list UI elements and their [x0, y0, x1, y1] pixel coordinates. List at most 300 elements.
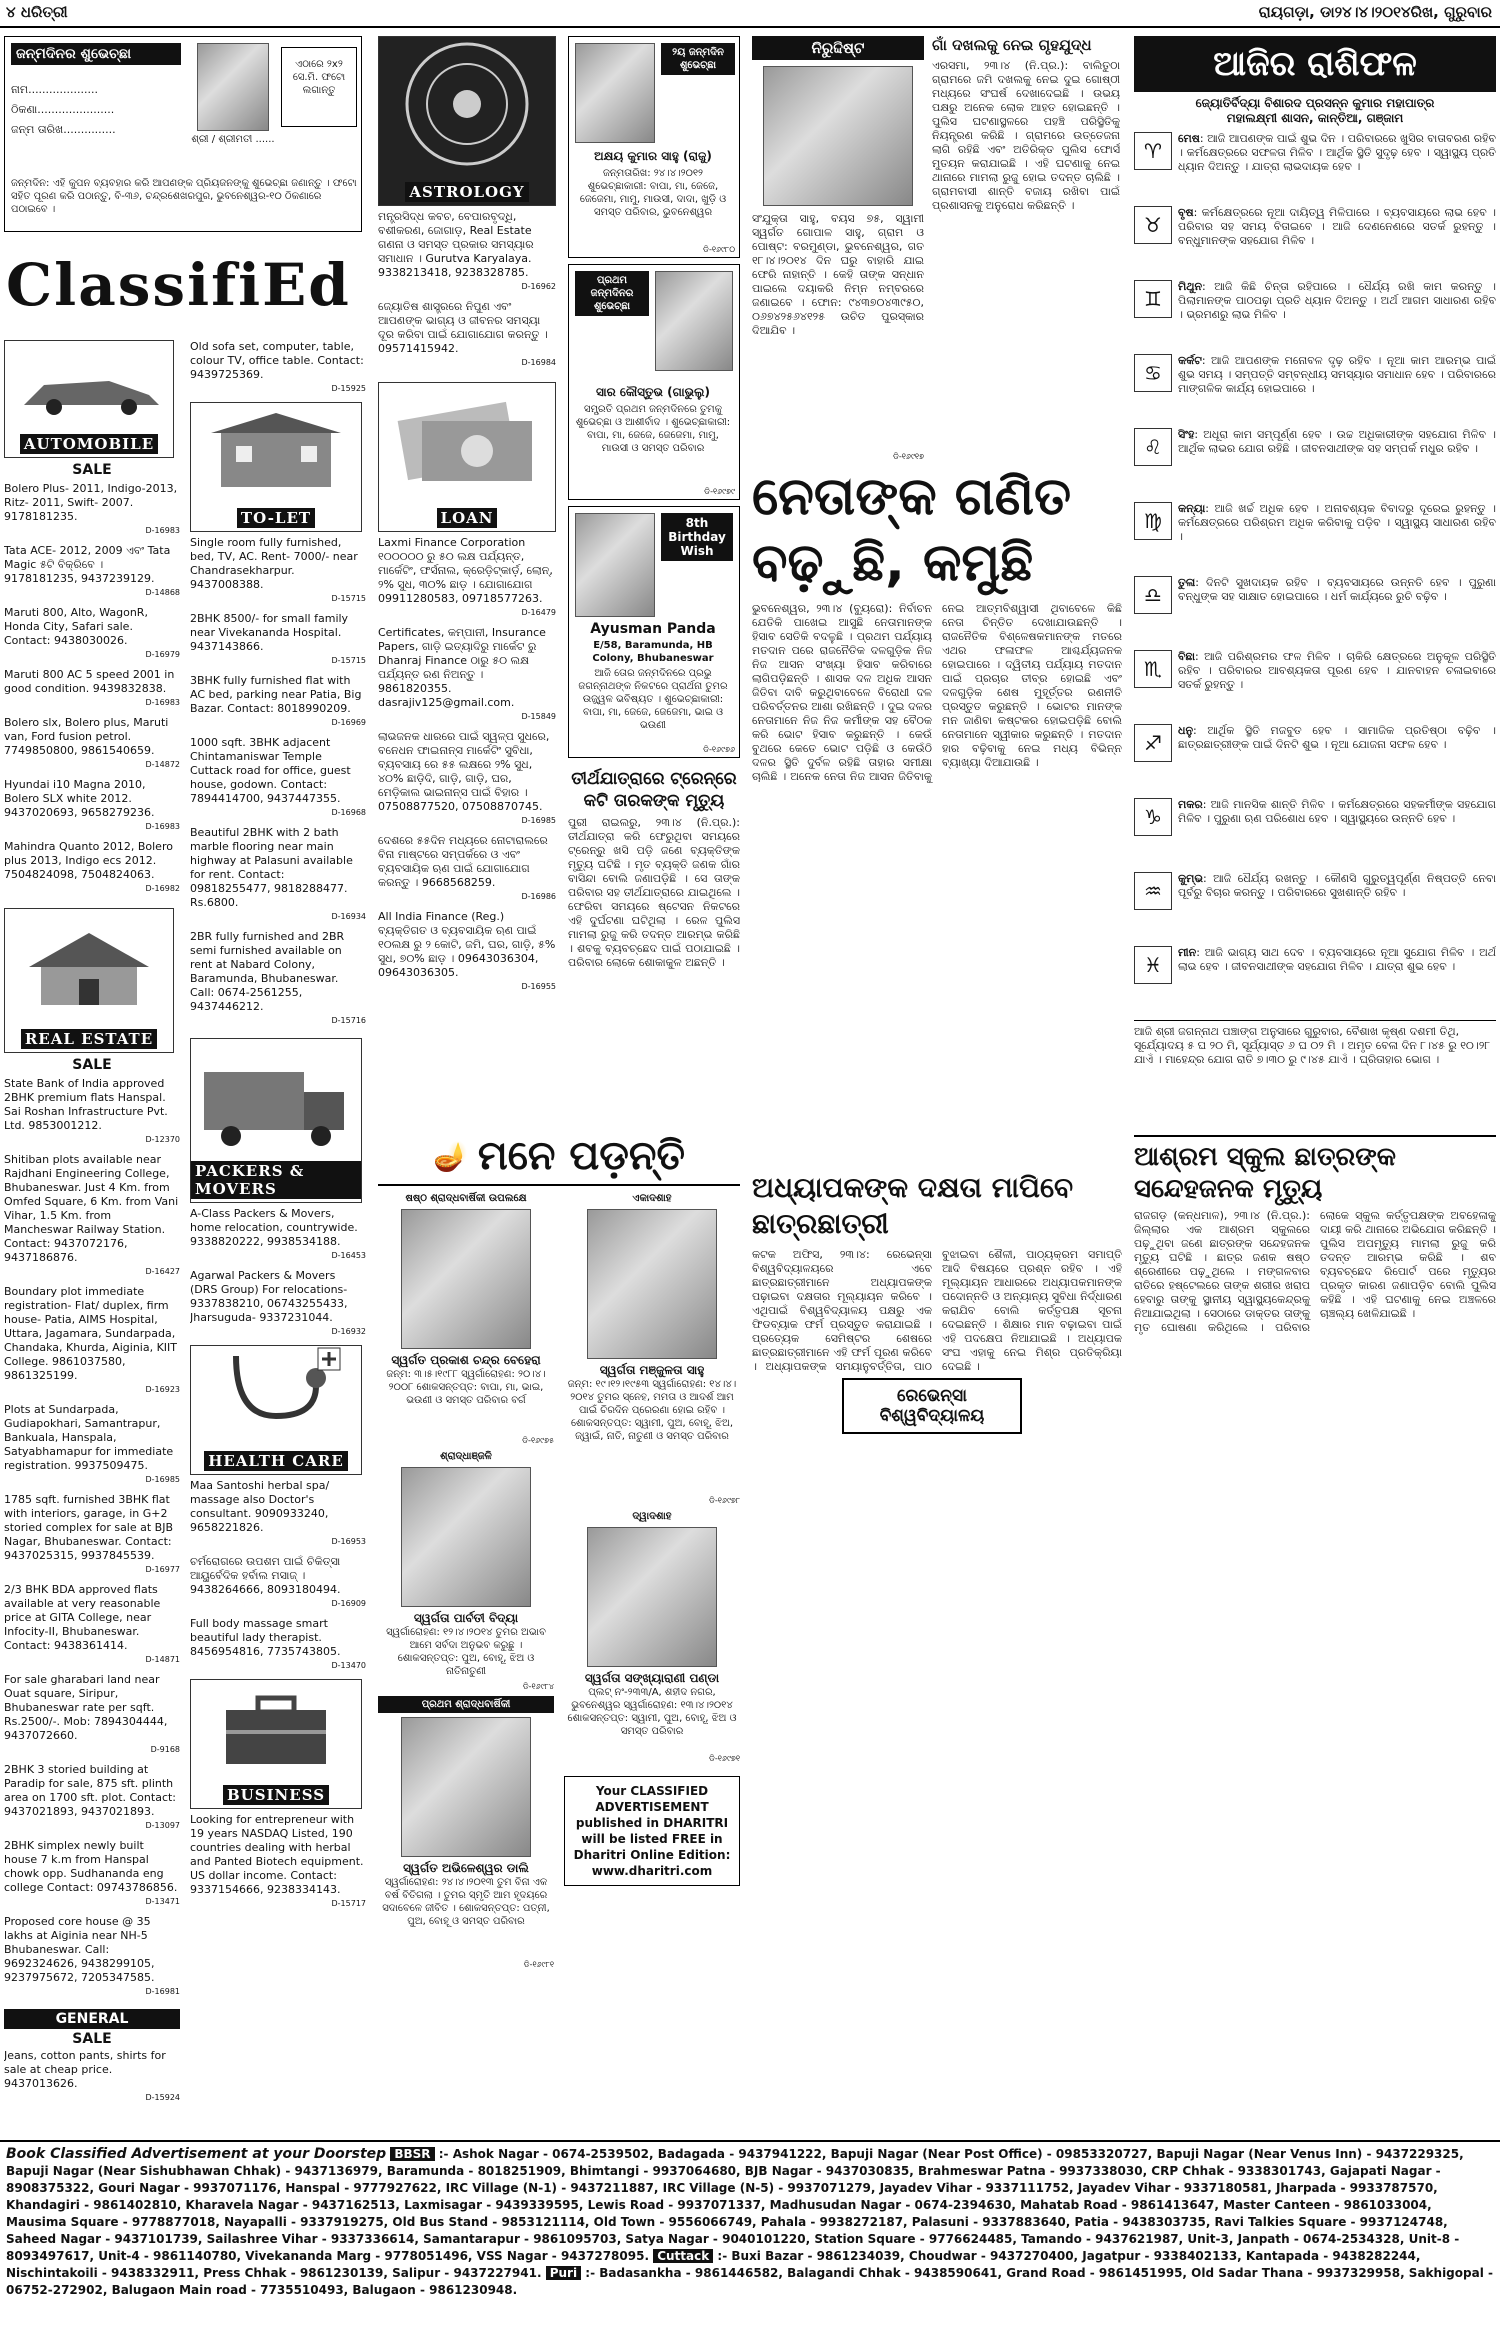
- ad-code: D-15925: [331, 384, 366, 393]
- p5-code: ଡି-୧୬୯୮୧: [523, 1960, 554, 1969]
- ad-code: D-16932: [331, 1327, 366, 1336]
- classified-ad: [4, 1673, 180, 1757]
- ravenshaw-logo: ରେଭେନ୍ସା ବିଶ୍ୱବିଦ୍ୟାଳୟ: [842, 1378, 1022, 1434]
- wish-3-title: 8th Birthday Wish: [661, 513, 733, 561]
- ad-text: A-Class Packers & Movers, home relocation, countrywide. 9338820222, 9938534188.: [190, 1207, 358, 1248]
- ad-text: Plots at Sundarpada, Gudiapokhari, Samantrapur, Bankuala, Hanspala, Satyabhamapur for immediate registration. 9937509475.: [4, 1403, 174, 1472]
- ad-code: D-16953: [331, 1537, 366, 1546]
- village-news: [932, 36, 1120, 456]
- classified-ad: [378, 834, 556, 904]
- business-label: BUSINESS: [223, 1785, 329, 1805]
- child-photo: [197, 43, 269, 131]
- health-ads: [190, 1479, 366, 1679]
- village-headline: ଗାଁ ଦଖଲକୁ ନେଇ ଗୃହଯୁଦ୍ଧ: [932, 36, 1092, 54]
- packers-ads: [190, 1207, 366, 1345]
- zodiac-sign-icon: ♏: [1134, 650, 1172, 688]
- classified-ad: [378, 626, 556, 724]
- general-sale-label: SALE: [72, 2031, 112, 2047]
- ad-code: D-16985: [521, 816, 556, 825]
- dateline: ରାୟଗଡ଼ା, ଡା୨୪।୪।୨୦୧୪ରିଖ, ଗୁରୁବାର: [1258, 3, 1492, 21]
- classified-ad: [4, 1403, 180, 1487]
- pilgrim-headline: ତୀର୍ଥଯାତ୍ରାରେ ଟ୍ରେନ୍‌ରେ କଟି ତାରକଙ୍କ ମୃତ୍ୟୁ: [571, 769, 737, 811]
- ad-text: 3BHK fully furnished flat with AC bed, parking near Patia, Big Bazar. Contact: 8018990209.: [190, 674, 362, 715]
- zodiac-name: ମିଥୁନ: [1178, 280, 1203, 293]
- leaders-headline: ନେତାଙ୍କ ଗଣିତ ବଢ଼ୁଛି, କମୁଛି: [752, 467, 1072, 593]
- horoscope-title: ଆଜିର ରାଶିଫଳ: [1134, 36, 1496, 92]
- truck-icon: [196, 1052, 356, 1152]
- zodiac-entry: [1134, 132, 1496, 202]
- ad-code: D-14868: [145, 588, 180, 597]
- health-label: HEALTH CARE: [204, 1451, 348, 1471]
- horoscope-address: ମହାଲକ୍ଷ୍ମୀ ଶାସନ, କାନ୍ତିଆ, ଗଞ୍ଜାମ: [1226, 111, 1404, 125]
- ad-code: D-16983: [145, 526, 180, 535]
- online-edition-promo: Your CLASSIFIED ADVERTISEMENT published in DHARITRI will be listed FREE in Dharitri Online Edition: www.dharitri.com: [564, 1776, 740, 1886]
- zodiac-text-block: କୁମ୍ଭ: ଆଜି ଧୈର୍ଯ୍ୟ ରଖନ୍ତୁ । କୌଣସି ଗୁରୁତ୍ୱପୂର୍ଣ୍ଣ ନିଷ୍ପତ୍ତି ନେବା ପୂର୍ବରୁ ବିଚାର କରନ୍ତୁ । ପରିବାରରେ ସୁଖଶାନ୍ତି ରହିବ ।: [1178, 872, 1496, 899]
- remembrance-col-right: [564, 1192, 740, 1970]
- ad-code: D-16981: [145, 1987, 180, 1996]
- remembrance-title: ମନେ ପଡ଼ନ୍ତି: [477, 1133, 685, 1179]
- business-ads: [190, 1813, 366, 1917]
- p1-tag: ଷଷ୍ଠ ଶ୍ରାଦ୍ଧବାର୍ଷିକୀ ଉପଲକ୍ଷେ: [405, 1193, 527, 1204]
- column-2: [190, 340, 366, 2135]
- real-estate-banner: [4, 908, 174, 1053]
- zodiac-name: ମୀନ: [1178, 946, 1197, 959]
- ad-text: Bolero Plus- 2011, Indigo-2013, Ritz- 2011, Swift- 2007. 9178181235.: [4, 482, 178, 523]
- classified-ad: [190, 674, 366, 730]
- birthday-form-title: ଜନ୍ମଦିନର ଶୁଭେଚ୍ଛା: [11, 43, 181, 65]
- ad-text: 1000 sqft. 3BHK adjacent Chintamaniswar Temple Cuttack road for office, guest house, godown. Contact: 7894414700, 9437447355.: [190, 736, 351, 805]
- real-estate-sale-label: SALE: [72, 1057, 112, 1073]
- ad-text: Certificates, କମ୍ପାନୀ, Insurance Papers, ଗାଡ଼ି ଇତ୍ୟାଦିରୁ ମାର୍କେଟ ରୁ Dhanraj Finance ଠାରୁ ୫୦ ଲକ୍ଷ ପର୍ଯ୍ୟନ୍ତ ରଣ ନିଅନ୍ତୁ । 9861820355. dasrajiv125@gmail.com.: [378, 626, 546, 709]
- p5-name: ସ୍ୱର୍ଗତ ଅଭିଳେଶ୍ୱର ଡାଲି: [403, 1861, 529, 1875]
- ad-text: ମନ୍ତ୍ରସିଦ୍ଧ କବଚ, ବେପାରବୃଦ୍ଧି, ବଶୀକରଣ, ଜୋଗାଡ଼, Real Estate ଗଣନା ଓ ସମସ୍ତ ପ୍ରକାର ସମସ୍ୟାର ସମାଧାନ । Gurutva Karyalaya. 9338213418, 9238328785.: [378, 210, 534, 279]
- zodiac-entry: [1134, 798, 1496, 868]
- ad-code: D-13471: [145, 1897, 180, 1906]
- ad-text: 2BHK simplex newly built house 7 k.m from Hanspal chowk opp. Sudhananda eng college Contact: 09743786856.: [4, 1839, 178, 1894]
- ad-code: D-13097: [145, 1821, 180, 1830]
- wish-1-name: ଅକ୍ଷୟ କୁମାର ସାହୁ (ରାଜୁ): [594, 149, 712, 163]
- zodiac-prediction: ଦିନଟି ସୁଖଦାୟକ ରହିବ । ବ୍ୟବସାୟରେ ଉନ୍ନତି ହେବ । ପୁରୁଣା ବନ୍ଧୁଙ୍କ ସହ ସାକ୍ଷାତ ହୋଇପାରେ । ଧର୍ମ କାର୍ଯ୍ୟରେ ରୁଚି ବଢ଼ିବ ।: [1178, 576, 1496, 603]
- ad-text: Full body massage smart beautiful lady therapist. 8456954816, 7735743805.: [190, 1617, 341, 1658]
- wish-3-text: ଆଜି ତୋର ଜନ୍ମଦିନରେ ପ୍ରଭୁ ଜଗନ୍ନାଥଙ୍କ ନିକଟରେ ପ୍ରାର୍ଥନା ତୁମର ଉଜ୍ଜ୍ୱଳ ଭବିଷ୍ୟତ । ଶୁଭେଚ୍ଛାକାରୀ: ବାପା, ମା, ଜେଜେ, ଜେଜେମା, ଭାଇ ଓ ଭଉଣୀ: [578, 668, 728, 731]
- ad-code: D-16983: [145, 822, 180, 831]
- ad-code: D-16984: [521, 358, 556, 367]
- classified-ad: [190, 1617, 366, 1673]
- to-let-label: TO-LET: [237, 508, 315, 528]
- wish-1-photo: [575, 43, 655, 143]
- ad-text: 1785 sqft. furnished 3BHK flat with interiors, garage, in G+2 storied complex for sale at BJB Nagar, Bhubaneswar. Contact: 9437025315, 9937845539.: [4, 1493, 174, 1562]
- general-label: GENERAL: [4, 2009, 180, 2029]
- zodiac-prediction: ଅଧୂରା କାମ ସମ୍ପୂର୍ଣ୍ଣ ହେବ । ଉଚ୍ଚ ଅଧିକାରୀଙ୍କ ସହଯୋଗ ମିଳିବ । ଆର୍ଥିକ ଲାଭର ଯୋଗ ରହିଛି । ଜୀବନସାଥୀଙ୍କ ସହ ସମ୍ପର୍କ ମଧୁର ରହିବ ।: [1178, 428, 1496, 455]
- ad-code: D-16979: [145, 650, 180, 659]
- wish-2-photo: [655, 271, 733, 371]
- zodiac-text-block: ତୁଳା: ଦିନଟି ସୁଖଦାୟକ ରହିବ । ବ୍ୟବସାୟରେ ଉନ୍ନତି ହେବ । ପୁରୁଣା ବନ୍ଧୁଙ୍କ ସହ ସାକ୍ଷାତ ହୋଇପାରେ । ଧର୍ମ କାର୍ଯ୍ୟରେ ରୁଚି ବଢ଼ିବ ।: [1178, 576, 1496, 603]
- footer-cuttack-list: :- Buxi Bazar - 9861234039, Choudwar - 9437270400, Jagatpur - 9338402133, Kantapada - 9438282244, Nischintakoili - 9438332911, Press Chhak - 9861230139, Salipur - 9437227941.: [6, 2249, 1421, 2280]
- footer-lead: Book Classified Advertisement at your Doorstep: [6, 2146, 387, 2162]
- zodiac-sign-icon: ♍: [1134, 502, 1172, 540]
- zodiac-entry: [1134, 872, 1496, 942]
- wish-3-photo: [575, 513, 655, 617]
- ad-text: Maruti 800 AC 5 speed 2001 in good condition. 9439832838.: [4, 668, 175, 695]
- wish-3-address: E/58, Baramunda, HB Colony, Bhubaneswar: [592, 640, 714, 664]
- zodiac-name: କର୍କଟ: [1178, 354, 1202, 367]
- automobile-banner: [4, 340, 174, 458]
- automobile-sale-label: SALE: [72, 462, 112, 478]
- classified-ad: [378, 730, 556, 828]
- zodiac-entry: [1134, 724, 1496, 794]
- ad-code: D-16453: [331, 1251, 366, 1260]
- ad-code: D-16427: [145, 1267, 180, 1276]
- ad-code: D-14872: [145, 760, 180, 769]
- ad-code: D-14871: [145, 1655, 180, 1664]
- wish-2-code: ଡି-୧୬୯୭୯: [704, 487, 735, 496]
- ad-text: For sale gharabari land near Ouat square, Siripur, Bhubaneswar rate per sqft. Rs.2500/-. Mob: 7894304444, 9437072660.: [4, 1673, 168, 1742]
- ad-code: D-16985: [145, 1475, 180, 1484]
- classified-ad: [4, 1493, 180, 1577]
- classified-ad: [378, 300, 556, 370]
- ad-text: Shitiban plots available near Rajdhani Engineering College, Bhubaneswar. Just 4 Km. from Omfed Square, 6 Km. from Vani Vihar, 1.5 Km. from Mancheswar Railway Station. Contact: 9437072176, 9437186876.: [4, 1153, 179, 1264]
- ad-code: D-16982: [145, 884, 180, 893]
- zodiac-sign-icon: ♐: [1134, 724, 1172, 762]
- missing-title: ନିରୁଦ୍ଦିଷ୍ଟ: [752, 36, 924, 60]
- ad-code: D-9168: [150, 1745, 180, 1754]
- ad-text: Beautiful 2BHK with 2 bath marble flooring near main highway at Palasuni available for rent. Contact: 09818255477, 9818288477. Rs.6800.: [190, 826, 353, 909]
- ad-text: State Bank of India approved 2BHK premium flats Hanspal. Sai Roshan Infrastructure Pvt. Ltd. 9853001212.: [4, 1077, 168, 1132]
- briefcase-icon: [206, 1680, 346, 1770]
- p4-photo: [587, 1527, 717, 1667]
- ad-code: D-13470: [331, 1661, 366, 1670]
- ad-text: Agarwal Packers & Movers (DRS Group) For relocations- 9337838210, 06743255433, Jharsuguda- 9337231044.: [190, 1269, 348, 1324]
- ad-code: D-15924: [145, 2093, 180, 2102]
- zodiac-name: ମେଷ: [1178, 132, 1200, 145]
- zodiac-prediction: ଆଜି ଧୈର୍ଯ୍ୟ ରଖନ୍ତୁ । କୌଣସି ଗୁରୁତ୍ୱପୂର୍ଣ୍ଣ ନିଷ୍ପତ୍ତି ନେବା ପୂର୍ବରୁ ବିଚାର କରନ୍ତୁ । ପରିବାରରେ ସୁଖଶାନ୍ତି ରହିବ ।: [1178, 872, 1496, 899]
- ad-code: D-16968: [331, 808, 366, 817]
- missing-text: ସଂଯୁକ୍ତା ସାହୁ, ବୟସ ୭୫, ସ୍ୱାମୀ ସ୍ୱର୍ଗତ ଗୋପାଳ ସାହୁ, ଗ୍ରାମ ଓ ପୋଷ୍ଟ: ବରମୁଣ୍ଡା, ଭୁବନେଶ୍ୱର, ଗତ ୧୮।୪।୨୦୧୪ ଦିନ ଘରୁ ବାହାରି ଯାଇ ଫେରି ନାହାନ୍ତି । କେହି ତାଙ୍କ ସନ୍ଧାନ ପାଇଲେ ଦୟାକରି ନିମ୍ନ ନମ୍ବରରେ ଜଣାଇବେ । ଫୋନ: ୯୪୩୭୦୪୩୯୫୦, ୦୬୭୪୨୫୬୪୧୨୫ ଉଚିତ ପୁରସ୍କାର ଦିଆଯିବ ।: [752, 212, 924, 337]
- remembrance-grid: [378, 1192, 740, 1970]
- missing-code: ଡି-୧୬୯୧୭: [892, 452, 924, 461]
- wish-1-title: ୨ୟ ଜନ୍ମଦିନ ଶୁଭେଚ୍ଛା: [661, 43, 735, 75]
- ad-text: 2BR fully furnished and 2BR semi furnished available on rent at Nabard Colony, Baramunda, Bhubaneswar. Call: 0674-2561255, 9437446212.: [190, 930, 345, 1013]
- classified-ad: [4, 1583, 180, 1667]
- money-icon: [392, 391, 542, 491]
- classified-ad: [378, 536, 556, 620]
- automobile-label: AUTOMOBILE: [20, 434, 158, 454]
- classified-ad: [190, 1479, 366, 1549]
- wish-2-text: ସମ୍ପ୍ରତି ପ୍ରଥମ ଜନ୍ମଦିନରେ ତୁମକୁ ଶୁଭେଚ୍ଛା ଓ ଆଶୀର୍ବାଦ । ଶୁଭେଚ୍ଛାକାରୀ: ବାପା, ମା, ଜେଜେ, ଜେଜେମା, ମାମୁ, ମାଉସୀ ଓ ସମସ୍ତ ପରିବାର: [575, 404, 731, 454]
- classified-heading: ClassifiEd: [6, 251, 351, 319]
- zodiac-name: ସିଂହ: [1178, 428, 1195, 441]
- p4-name: ସ୍ୱର୍ଗତା ସଙ୍ଖ୍ୟାରାଣୀ ପଣ୍ଡା: [584, 1671, 720, 1685]
- p4-tag: ଦ୍ୱାଦଶାହ: [632, 1511, 672, 1522]
- packers-label: PACKERS & MOVERS: [191, 1161, 361, 1199]
- lamp-icon: 🪔: [433, 1139, 468, 1173]
- p1-code: ଡି-୧୬୯୭୫: [522, 1436, 554, 1445]
- ad-text: ଲାଭଜନକ ଧାରରେ ପାଇଁ ସ୍ୱଳ୍ପ ସୁଧରେ, ବନେଧନ ଫାଇନାନ୍ସ ମାର୍କେଟିଂ ସୁବିଧା, ବ୍ୟବସାୟ ରେ ୫୫ ଲକ୍ଷରେ ୨% ସୁଧ, ୪୦% ଛାଡ଼ିଦି, ଗାଡ଼ି, ଗାଡ଼ି, ଘର, ମେଡ଼ିକାଲ ଭାଇନାନ୍ସ ପାଇଁ ବିହାର । 07508877520, 07508870745.: [378, 730, 550, 813]
- zodiac-sign-icon: ♑: [1134, 798, 1172, 836]
- p2-text: ଜନ୍ମ: ୧୯।୧୨।୧୯୫୩ ସ୍ୱର୍ଗାରୋହଣ: ୧୪।୪।୨୦୧୪ ତୁମର ସ୍ନେହ, ମମତା ଓ ଆଦର୍ଶ ଆମ ପାଇଁ ଚିରଦିନ ପ୍ରେରଣା ହୋଇ ରହିବ । ଶୋକସନ୍ତପ୍ତ: ସ୍ୱାମୀ, ପୁଅ, ବୋହୂ, ଝିଅ, ଜ୍ୱାଇଁ, ନାତି, ନାତୁଣୀ ଓ ସମସ୍ତ ପରିବାର: [567, 1379, 737, 1442]
- footer-text: [0, 2142, 1500, 2303]
- classified-ad: [4, 1839, 180, 1909]
- loan-ads: [378, 536, 556, 1000]
- ad-text: 2/3 BHK BDA approved flats available at very reasonable price at GITA College, near Infocity-II, Bhubaneswar. Contact: 9438361414.: [4, 1583, 161, 1652]
- ad-text: Boundary plot immediate registration- Flat/ duplex, firm house- Patia, AIMS Hospital, Uttara, Jagamara, Sundarpada, Chandaka, Khurda, Aiginia, KIIT College. 9861037580, 9861325199.: [4, 1285, 178, 1382]
- birthday-form-note: ଜନ୍ମଦିନ: ଏହି କୁପନ ବ୍ୟବହାର କରି ଆପଣଙ୍କ ପ୍ରିୟଜନଙ୍କୁ ଶୁଭେଚ୍ଛା ଜଣାନ୍ତୁ । ଫଟୋ ସହିତ ପୂରଣ କରି ପଠାନ୍ତୁ, ବି-୩୬, ଚନ୍ଦ୍ରଶେଖରପୁର, ଭୁବନେଶ୍ୱର-୧୦ ଠିକଣାରେ ପଠାଇବେ ।: [11, 178, 357, 215]
- classified-ad: [4, 840, 180, 896]
- zodiac-list: [1134, 132, 1496, 1016]
- classified-ad: [190, 1269, 366, 1339]
- teachers-block: [752, 1248, 1122, 1828]
- birthday-wish-2: [568, 264, 740, 500]
- zodiac-text-block: ମୀନ: ଆଜି ଭାଗ୍ୟ ସାଥ ଦେବ । ବ୍ୟବସାୟରେ ନୂଆ ସୁଯୋଗ ମିଳିବ । ଅର୍ଥ ଲାଭ ହେବ । ଜୀବନସାଥୀଙ୍କ ସହଯୋଗ ମିଳିବ । ଯାତ୍ରା ଶୁଭ ହେବ ।: [1178, 946, 1496, 973]
- zodiac-entry: [1134, 576, 1496, 646]
- classified-ad: [4, 482, 180, 538]
- classified-ad: [190, 930, 366, 1028]
- classified-ad: [190, 826, 366, 924]
- p3-tag: ଶ୍ରାଦ୍ଧାଞ୍ଜଳି: [440, 1451, 492, 1462]
- classified-ad: [190, 536, 366, 606]
- col2-top-ad: [190, 340, 366, 402]
- business-banner: [190, 1679, 362, 1809]
- zodiac-name: ବୃଷ: [1178, 206, 1194, 219]
- classified-ad: [4, 1153, 180, 1279]
- classified-ad: [378, 910, 556, 994]
- classified-ad: [4, 1915, 180, 1999]
- ad-text: Maruti 800, Alto, WagonR, Honda City, Safari sale. Contact: 9438030026.: [4, 606, 148, 647]
- ad-text: Proposed core house @ 35 lakhs at Aiginia near NH-5 Bhubaneswar. Call: 9692324626, 9438299105, 9237975672, 7205347585.: [4, 1915, 155, 1984]
- p3-code: ଡି-୧୬୯୮୪: [522, 1682, 554, 1691]
- to-let-ads: [190, 536, 366, 1034]
- ad-text: Mahindra Quanto 2012, Bolero plus 2013, Indigo ecs 2012. 7504824098, 7504824063.: [4, 840, 173, 881]
- classified-ad: [4, 544, 180, 600]
- ad-code: D-16923: [145, 1385, 180, 1394]
- column-4: [568, 36, 740, 1126]
- p1-name: ସ୍ୱର୍ଗତ ପ୍ରକାଶ ଚନ୍ଦ୍ର ବେହେରା: [391, 1353, 541, 1367]
- zodiac-text-block: ଧନୁ: ଆର୍ଥିକ ସ୍ଥିତି ମଜବୁତ ହେବ । ସାମାଜିକ ପ୍ରତିଷ୍ଠା ବଢ଼ିବ । ଛାତ୍ରଛାତ୍ରୀଙ୍କ ପାଇଁ ଦିନଟି ଶୁଭ । ନୂଆ ଯୋଜନା ସଫଳ ହେବ ।: [1178, 724, 1496, 751]
- village-text: ଏରସମା, ୨୩।୪ (ନି.ପ୍ର.): ବାଲିତୁଠା ଗ୍ରାମରେ ଜମି ଦଖଲକୁ ନେଇ ଦୁଇ ଗୋଷ୍ଠୀ ମଧ୍ୟରେ ସଂଘର୍ଷ ଦେଖାଦେଇଛି । ଉଭୟ ପକ୍ଷରୁ ଅନେକ ଲୋକ ଆହତ ହୋଇଛନ୍ତି । ପୁଲିସ ଘଟଣାସ୍ଥଳରେ ପହଞ୍ଚି ପରିସ୍ଥିତିକୁ ନିୟନ୍ତ୍ରଣ କରିଛି । ଗ୍ରାମରେ ଉତ୍ତେଜନା ଲାଗି ରହିଛି ଏବଂ ଅତିରିକ୍ତ ପୁଲିସ ଫୋର୍ସ ମୁତୟନ କରାଯାଇଛି । ଏହି ଘଟଣାକୁ ନେଇ ଥାନାରେ ମାମଲା ରୁଜୁ ହୋଇ ତଦନ୍ତ ଚାଲିଛି । ଗ୍ରାମବାସୀ ଶାନ୍ତି ବଜାୟ ରଖିବା ପାଇଁ ପ୍ରଶାସନକୁ ଅନୁରୋଧ କରିଛନ୍ତି ।: [932, 59, 1120, 212]
- p3-name: ସ୍ୱର୍ଗତା ପାର୍ବତୀ ବିଦ୍ୟା: [413, 1611, 519, 1625]
- horoscope-column: [1134, 36, 1496, 2136]
- astrology-ads: [378, 210, 556, 376]
- p2-name: ସ୍ୱର୍ଗତା ମଞ୍ଜୁଳତା ସାହୁ: [599, 1363, 705, 1377]
- ad-code: D-15717: [331, 1899, 366, 1908]
- real-estate-ads: [4, 1077, 180, 2005]
- building-icon: [201, 411, 351, 491]
- astrology-banner: [378, 36, 556, 206]
- ad-text: All India Finance (Reg.) ବ୍ୟକ୍ତିଗତ ଓ ବ୍ୟବସାୟିକ ଋଣ ପାଇଁ ୧୦ଲକ୍ଷ ରୁ ୨ କୋଟି, ଜମି, ଘର, ଗାଡ଼ି, ୫% ସୁଧ, ୭୦% ଛାଡ଼ । 09643036304, 09643036305.: [378, 910, 556, 979]
- ad-code: D-16969: [331, 718, 366, 727]
- p2-code: ଡି-୧୬୯୭୮: [708, 1496, 740, 1505]
- wish-2-title: ପ୍ରଥମ ଜନ୍ମଦିନର ଶୁଭେଚ୍ଛା: [575, 271, 649, 316]
- zodiac-sign-icon: ♉: [1134, 206, 1172, 244]
- zodiac-prediction: ଆଜି ଖର୍ଚ୍ଚ ଅଧିକ ହେବ । ଅନାବଶ୍ୟକ ବିବାଦରୁ ଦୂରେଇ ରୁହନ୍ତୁ । କର୍ମକ୍ଷେତ୍ରରେ ପରିଶ୍ରମ ଅଧିକ କରିବାକୁ ପଡ଼ିବ । ସ୍ୱାସ୍ଥ୍ୟ ସାଧାରଣ ରହିବ ।: [1178, 502, 1496, 543]
- ad-text: Maa Santoshi herbal spa/ massage also Doctor's consultant. 9090933240, 9658221826.: [190, 1479, 330, 1534]
- p5-photo: [401, 1717, 531, 1857]
- teachers-article: କଟକ ଅଫିସ, ୨୩।୪: ରେଭେନ୍ସା ବିଶ୍ୱବିଦ୍ୟାଳୟରେ ଏବେ ଛାତ୍ରଛାତ୍ରୀମାନେ ଅଧ୍ୟାପକଙ୍କ ପଢ଼ାଇବା ଦକ୍ଷତାର ମୂଲ୍ୟାୟନ କରିବେ । ଏଥିପାଇଁ ବିଶ୍ୱବିଦ୍ୟାଳୟ ପକ୍ଷରୁ ଏକ ଫିଡବ୍ୟାକ ଫର୍ମ ପ୍ରସ୍ତୁତ କରାଯାଇଛି । ପ୍ରତ୍ୟେକ ସେମିଷ୍ଟର ଶେଷରେ ଛାତ୍ରଛାତ୍ରୀମାନେ ଏହି ଫର୍ମ ପୂରଣ କରିବେ । ଅଧ୍ୟାପକଙ୍କ ସମୟାନୁବର୍ତ୍ତିତା, ପାଠ ବୁଝାଇବା ଶୈଳୀ, ପାଠ୍ୟକ୍ରମ ସମାପ୍ତି ଆଦି ବିଷୟରେ ପ୍ରଶ୍ନ ରହିବ । ଏହି ମୂଲ୍ୟାୟନ ଆଧାରରେ ଅଧ୍ୟାପକମାନଙ୍କ ପଦୋନ୍ନତି ଓ ଅନ୍ୟାନ୍ୟ ସୁବିଧା ନିର୍ଦ୍ଧାରଣ କରାଯିବ ବୋଲି କର୍ତ୍ତୃପକ୍ଷ ସୂଚନା ଦେଇଛନ୍ତି । ଶିକ୍ଷାର ମାନ ବଢ଼ାଇବା ପାଇଁ ଏହି ପଦକ୍ଷେପ ନିଆଯାଇଛି । ଅଧ୍ୟାପକ ସଂଘ ଏହାକୁ ନେଇ ମିଶ୍ର ପ୍ରତିକ୍ରିୟା ଦେଇଛି ।: [752, 1248, 1122, 1373]
- column-5: [752, 36, 1122, 2136]
- remembrance-section: [378, 1128, 740, 2136]
- ad-text: ଚର୍ମରୋଗରେ ଉପଶମ ପାଇଁ ଚିକିତ୍ସା ଆୟୁର୍ବେଦିକ ହର୍ବାଲ ମସାଜ୍ । 9438264666, 8093180494.: [190, 1555, 341, 1596]
- zodiac-text-block: ସିଂହ: ଅଧୂରା କାମ ସମ୍ପୂର୍ଣ୍ଣ ହେବ । ଉଚ୍ଚ ଅଧିକାରୀଙ୍କ ସହଯୋଗ ମିଳିବ । ଆର୍ଥିକ ଲାଭର ଯୋଗ ରହିଛି । ଜୀବନସାଥୀଙ୍କ ସହ ସମ୍ପର୍କ ମଧୁର ରହିବ ।: [1178, 428, 1496, 455]
- zodiac-sign-icon: ♎: [1134, 576, 1172, 614]
- ad-text: Laxmi Finance Corporation ୧୦୦୦୦୦ ରୁ ୫୦ ଲକ୍ଷ ପର୍ଯ୍ୟନ୍ତ, ମାର୍କେଟିଂ, ଫର୍ସନାଲ, କ୍ରେଡ଼ିଟ୍‌କାର୍ଡ଼, ଲୋନ୍, ୨% ସୁଧ, ୩୦% ଛାଡ଼ । ଯୋଗାଯୋଗ 09911280583, 09718577263.: [378, 536, 553, 605]
- photo-placeholder: ଏଠାରେ ୨x୨ ସେ.ମି. ଫଟୋ ଲଗାନ୍ତୁ: [281, 47, 357, 127]
- zodiac-text-block: ମକର: ଆଜି ମାନସିକ ଶାନ୍ତି ମିଳିବ । କର୍ମକ୍ଷେତ୍ରରେ ସହକର୍ମୀଙ୍କ ସହଯୋଗ ମିଳିବ । ପୁରୁଣା ଋଣ ପରିଶୋଧ ହେବ । ସ୍ୱାସ୍ଥ୍ୟରେ ଉନ୍ନତି ହେବ ।: [1178, 798, 1496, 825]
- classified-ad: [190, 736, 366, 820]
- ad-text: Single room fully furnished, bed, TV, AC. Rent- 7000/- near Chandrasekharpur. 9437008388.: [190, 536, 358, 591]
- p4-text: ପ୍ଲଟ୍ ନଂ-୨୩୩/A, ଶହୀଦ ନଗର, ଭୁବନେଶ୍ୱର ସ୍ୱର୍ଗାରୋହଣ: ୧୩।୪।୨୦୧୪ ଶୋକସନ୍ତପ୍ତ: ସ୍ୱାମୀ, ପୁଅ, ବୋହୂ, ଝିଅ ଓ ସମସ୍ତ ପରିବାର: [567, 1687, 737, 1737]
- ad-text: Old sofa set, computer, table, colour TV, office table. Contact: 9439725369.: [190, 340, 364, 381]
- birthday-wish-1: [568, 36, 740, 258]
- zodiac-entry: [1134, 280, 1496, 350]
- p2-tag: ଏକାଦଶାହ: [632, 1193, 672, 1204]
- wish-1-text: ଜନ୍ମତାରିଖ: ୨୪।୪।୨୦୧୨ ଶୁଭେଚ୍ଛାକାରୀ: ବାପା, ମା, ଜେଜେ, ଜେଜେମା, ମାମୁ, ମାଉସୀ, ଦାଦା, ଖୁଡ଼ି ଓ ସମସ୍ତ ପରିବାର, ଭୁବନେଶ୍ୱର: [579, 168, 727, 218]
- classified-ad: [378, 210, 556, 294]
- ad-text: Tata ACE- 2012, 2009 ଏବଂ Tata Magic ୫ଟି ବିକ୍ରିବେ । 9178181235, 9437239129.: [4, 544, 171, 585]
- zodiac-prediction: ଆଜି ଆପଣଙ୍କ ପାଇଁ ଶୁଭ ଦିନ । ପରିବାରରେ ଖୁସିର ବାତାବରଣ ରହିବ । କର୍ମକ୍ଷେତ୍ରରେ ସଫଳତା ମିଳିବ । ଆର୍ଥିକ ସ୍ଥିତି ସୁଦୃଢ଼ ହେବ । ସ୍ୱାସ୍ଥ୍ୟ ପ୍ରତି ଧ୍ୟାନ ଦିଅନ୍ତୁ । ଯାତ୍ରା ଲାଭଦାୟକ ହେବ ।: [1178, 132, 1496, 173]
- zodiac-sign-icon: ♈: [1134, 132, 1172, 170]
- classified-ad: [190, 1813, 366, 1911]
- p1-photo: [401, 1209, 531, 1349]
- photo-caption: ଶ୍ରୀ / ଶ୍ରୀମତୀ ......: [191, 134, 275, 145]
- footer-agents: [0, 2140, 1500, 2332]
- leaders-article: ଭୁବନେଶ୍ୱର, ୨୩।୪ (ବ୍ୟୁରୋ): ନିର୍ବାଚନ ଯେତିକି ପାଖେଇ ଆସୁଛି ନେତାମାନଙ୍କ ହିସାବ ସେତିକି ବଦଳୁଛି । ପ୍ରଥମ ପର୍ଯ୍ୟାୟ ମତଦାନ ପରେ ରାଜନୈତିକ ଦଳଗୁଡ଼ିକ ନିଜ ନିଜ ଆସନ ସଂଖ୍ୟା ହିସାବ କରିବାରେ ଲାଗିପଡ଼ିଛନ୍ତି । ଶାସକ ଦଳ ଅଧିକ ଆସନ ଜିତିବା ଦାବି କରୁଥିବାବେଳେ ବିରୋଧୀ ଦଳ ପରିବର୍ତ୍ତନର ଆଶା ରଖିଛନ୍ତି । ଦୁଇ ଦଳର ନେତାମାନେ ନିଜ ନିଜ କର୍ମୀଙ୍କ ସହ ବୈଠକ କରି ଭୋଟ ହିସାବ କରୁଛନ୍ତି । କେଉଁ ବୁଥରେ କେତେ ଭୋଟ ପଡ଼ିଛି ଓ କେଉଁଠି ଦଳର ସ୍ଥିତି ଦୁର୍ବଳ ରହିଛି ତାହାର ସମୀକ୍ଷା ଚାଲିଛି । ଅନେକ ନେତା ନିଜ ଆସନ ଜିତିବାକୁ ନେଇ ଆତ୍ମବିଶ୍ୱାସୀ ଥିବାବେଳେ କିଛି ନେତା ଚିନ୍ତିତ ଦେଖାଯାଉଛନ୍ତି । ରାଜନୈତିକ ବିଶ୍ଳେଷକମାନଙ୍କ ମତରେ ଏଥର ଫଳାଫଳ ଆଶ୍ଚର୍ଯ୍ୟଜନକ ହୋଇପାରେ । ଦ୍ୱିତୀୟ ପର୍ଯ୍ୟାୟ ମତଦାନ ପାଇଁ ପ୍ରଚାର ତୀବ୍ର ହୋଇଛି ଏବଂ ଦଳଗୁଡ଼ିକ ଶେଷ ମୁହୂର୍ତ୍ତର ରଣନୀତି ପ୍ରସ୍ତୁତ କରୁଛନ୍ତି । ଭୋଟର ମାନଙ୍କ ମନ ଜାଣିବା କଷ୍ଟକର ହୋଇପଡ଼ିଛି ବୋଲି ନେତାମାନେ ସ୍ୱୀକାର କରୁଛନ୍ତି । ମତଦାନ ହାର ବଢ଼ିବାକୁ ନେଇ ମଧ୍ୟ ବିଭିନ୍ନ ବ୍ୟାଖ୍ୟା ଦିଆଯାଉଛି ।: [752, 602, 1122, 783]
- ashram-article: ରାଜଗଡ଼ (କନ୍ଧମାଳ), ୨୩।୪ (ନି.ପ୍ର.): ଜିଲ୍ଲାର ଏକ ଆଶ୍ରମ ସ୍କୁଲରେ ପଢ଼ୁଥିବା ଜଣେ ଛାତ୍ରଙ୍କ ସନ୍ଦେହଜନକ ମୃତ୍ୟୁ ଘଟିଛି । ଛାତ୍ର ଜଣକ ଷଷ୍ଠ ଶ୍ରେଣୀରେ ପଢ଼ୁଥିଲେ । ମଙ୍ଗଳବାର ରାତିରେ ହଷ୍ଟେଲରେ ତାଙ୍କ ଶରୀର ଖରାପ ହେବାରୁ ତାଙ୍କୁ ସ୍ଥାନୀୟ ସ୍ୱାସ୍ଥ୍ୟକେନ୍ଦ୍ରକୁ ନିଆଯାଇଥିଲା । ସେଠାରେ ଡାକ୍ତର ତାଙ୍କୁ ମୃତ ଘୋଷଣା କରିଥିଲେ । ପରିବାର ଲୋକେ ସ୍କୁଲ କର୍ତ୍ତୃପକ୍ଷଙ୍କ ଅବହେଳାକୁ ଦାୟୀ କରି ଥାନାରେ ଅଭିଯୋଗ କରିଛନ୍ତି । ପୁଲିସ ଅପମୃତ୍ୟୁ ମାମଲା ରୁଜୁ କରି ତଦନ୍ତ ଆରମ୍ଭ କରିଛି । ଶବ ବ୍ୟବଚ୍ଛେଦ ରିପୋର୍ଟ ପରେ ମୃତ୍ୟୁର ପ୍ରକୃତ କାରଣ ଜଣାପଡ଼ିବ ବୋଲି ପୁଲିସ କହିଛି । ଏହି ଘଟଣାକୁ ନେଇ ଅଞ୍ଚଳରେ ଚାଞ୍ଚଲ୍ୟ ଖେଳିଯାଇଛି ।: [1134, 1209, 1496, 1334]
- ad-code: D-16983: [145, 698, 180, 707]
- page-header: [0, 0, 1500, 28]
- ashram-headline: ଆଶ୍ରମ ସ୍କୁଲ ଛାତ୍ରଙ୍କ ସନ୍ଦେହଜନକ ମୃତ୍ୟୁ: [1134, 1135, 1496, 1205]
- classified-ad: [4, 1077, 180, 1147]
- wish-3-name: Ayusman Panda: [590, 621, 716, 637]
- astrology-label: ASTROLOGY: [405, 182, 528, 202]
- classified-ad: [4, 2049, 180, 2105]
- form-field-dob[interactable]: ଜନ୍ମ ତାରିଖ...............: [11, 123, 116, 136]
- loan-label: LOAN: [437, 508, 498, 528]
- ad-code: D-16479: [521, 608, 556, 617]
- health-banner: [190, 1345, 362, 1475]
- packers-banner: [190, 1038, 362, 1203]
- p4-code: ଡି-୧୬୯୭୧: [708, 1754, 740, 1763]
- stethoscope-icon: [206, 1346, 346, 1436]
- zodiac-text-block: କନ୍ୟା: ଆଜି ଖର୍ଚ୍ଚ ଅଧିକ ହେବ । ଅନାବଶ୍ୟକ ବିବାଦରୁ ଦୂରେଇ ରୁହନ୍ତୁ । କର୍ମକ୍ଷେତ୍ରରେ ପରିଶ୍ରମ ଅଧିକ କରିବାକୁ ପଡ଼ିବ । ସ୍ୱାସ୍ଥ୍ୟ ସାଧାରଣ ରହିବ ।: [1178, 502, 1496, 543]
- p2-photo: [587, 1209, 717, 1359]
- zodiac-prediction: ଆର୍ଥିକ ସ୍ଥିତି ମଜବୁତ ହେବ । ସାମାଜିକ ପ୍ରତିଷ୍ଠା ବଢ଼ିବ । ଛାତ୍ରଛାତ୍ରୀଙ୍କ ପାଇଁ ଦିନଟି ଶୁଭ । ନୂଆ ଯୋଜନା ସଫଳ ହେବ ।: [1178, 724, 1496, 751]
- classified-ad: [4, 606, 180, 662]
- real-estate-label: REAL ESTATE: [21, 1029, 157, 1049]
- zodiac-prediction: ଆଜି ଭାଗ୍ୟ ସାଥ ଦେବ । ବ୍ୟବସାୟରେ ନୂଆ ସୁଯୋଗ ମିଳିବ । ଅର୍ଥ ଲାଭ ହେବ । ଜୀବନସାଥୀଙ୍କ ସହଯୋଗ ମିଳିବ । ଯାତ୍ରା ଶୁଭ ହେବ ।: [1178, 946, 1496, 973]
- zodiac-prediction: ଆଜି କିଛି ଚିନ୍ତା ରହିପାରେ । ଧୈର୍ଯ୍ୟ ରଖି କାମ କରନ୍ତୁ । ପିଲାମାନଙ୍କ ପାଠପଢ଼ା ପ୍ରତି ଧ୍ୟାନ ଦିଅନ୍ତୁ । ଅର୍ଥ ଆଗମ ସାଧାରଣ ରହିବ । ଭ୍ରମଣରୁ ଲାଭ ମିଳିବ ।: [1178, 280, 1496, 321]
- ad-text: Bolero slx, Bolero plus, Maruti van, Ford fusion petrol. 7749850800, 9861540659.: [4, 716, 169, 757]
- zodiac-wheel-icon: [392, 39, 542, 169]
- birthday-wish-3: [568, 506, 740, 758]
- ad-text: Jeans, cotton pants, shirts for sale at cheap price. 9437013626.: [4, 2049, 166, 2090]
- zodiac-entry: [1134, 354, 1496, 424]
- house-icon: [19, 927, 159, 1007]
- zodiac-name: ଧନୁ: [1178, 724, 1194, 737]
- classified-ad: [4, 668, 180, 710]
- footer-puri-tag: Puri: [546, 2266, 581, 2280]
- zodiac-prediction: ଆଜି ମାନସିକ ଶାନ୍ତି ମିଳିବ । କର୍ମକ୍ଷେତ୍ରରେ ସହକର୍ମୀଙ୍କ ସହଯୋଗ ମିଳିବ । ପୁରୁଣା ଋଣ ପରିଶୋଧ ହେବ । ସ୍ୱାସ୍ଥ୍ୟରେ ଉନ୍ନତି ହେବ ।: [1178, 798, 1496, 825]
- wish-3-code: ଡି-୧୬୯୭୬: [703, 745, 735, 754]
- zodiac-text-block: ମିଥୁନ: ଆଜି କିଛି ଚିନ୍ତା ରହିପାରେ । ଧୈର୍ଯ୍ୟ ରଖି କାମ କରନ୍ତୁ । ପିଲାମାନଙ୍କ ପାଠପଢ଼ା ପ୍ରତି ଧ୍ୟାନ ଦିଅନ୍ତୁ । ଅର୍ଥ ଆଗମ ସାଧାରଣ ରହିବ । ଭ୍ରମଣରୁ ଲାଭ ମିଳିବ ।: [1178, 280, 1496, 321]
- wish-1-code: ଡି-୧୬୯୮୦: [703, 245, 735, 254]
- zodiac-entry: [1134, 502, 1496, 572]
- automobile-ads: [4, 482, 180, 902]
- ad-code: D-15715: [331, 594, 366, 603]
- zodiac-sign-icon: ♌: [1134, 428, 1172, 466]
- zodiac-sign-icon: ♊: [1134, 280, 1172, 318]
- birthday-form-fields: [11, 77, 181, 143]
- classified-ad: [190, 1207, 366, 1263]
- birthday-form: [4, 36, 362, 232]
- footer-cuttack-tag: Cuttack: [653, 2249, 713, 2263]
- page-number: ୪ ଧରିତ୍ରୀ: [6, 3, 68, 21]
- ad-code: D-16962: [521, 282, 556, 291]
- ad-text: 2BHK 3 storied building at Paradip for sale, 875 sft. plinth area on 1700 sft. plot. Contact: 9437021893, 9437021893.: [4, 1763, 177, 1818]
- p5-text: ସ୍ୱର୍ଗାରୋହଣ: ୨୪।୪।୨୦୧୩ ତୁମ ବିନା ଏକ ବର୍ଷ ବିତିଗଲା । ତୁମର ସ୍ମୃତି ଆମ ହୃଦୟରେ ସଦାବେଳେ ଜୀବିତ । ଶୋକସନ୍ତପ୍ତ: ପତ୍ନୀ, ପୁଅ, ବୋହୂ ଓ ସମସ୍ତ ପରିବାର: [382, 1877, 550, 1927]
- classified-ad: [190, 340, 366, 396]
- p5-tag: ପ୍ରଥମ ଶ୍ରାଦ୍ଧବାର୍ଷିକୀ: [378, 1696, 554, 1713]
- ad-code: D-16934: [331, 912, 366, 921]
- classified-ad: [4, 716, 180, 772]
- ad-code: D-15849: [521, 712, 556, 721]
- horoscope-byline: ଜ୍ୟୋତିର୍ବିଦ୍ୟା ବିଶାରଦ ପ୍ରସନ୍ନ କୁମାର ମହାପାତ୍ର: [1195, 96, 1435, 110]
- zodiac-entry: [1134, 946, 1496, 1016]
- to-let-banner: [190, 402, 362, 532]
- zodiac-name: ବିଛା: [1178, 650, 1195, 663]
- ad-code: D-12370: [145, 1135, 180, 1144]
- zodiac-sign-icon: ♓: [1134, 946, 1172, 984]
- zodiac-prediction: ଆଜି ଆପଣଙ୍କ ମନୋବଳ ଦୃଢ଼ ରହିବ । ନୂଆ କାମ ଆରମ୍ଭ ପାଇଁ ଶୁଭ ସମୟ । ସମ୍ପତ୍ତି ସମ୍ବନ୍ଧୀୟ ସମସ୍ୟାର ସମାଧାନ ହେବ । ପରିବାରରେ ମାଙ୍ଗଳିକ କାର୍ଯ୍ୟ ହୋଇପାରେ ।: [1178, 354, 1496, 395]
- zodiac-text-block: ବୃଷ: କର୍ମକ୍ଷେତ୍ରରେ ନୂଆ ଦାୟିତ୍ୱ ମିଳିପାରେ । ବ୍ୟବସାୟରେ ଲାଭ ହେବ । ପରିବାର ସହ ସମୟ ବିତାଇବେ । ଆଜି ଦେଣନେଣରେ ସତର୍କ ରୁହନ୍ତୁ । ବନ୍ଧୁମାନଙ୍କ ସହଯୋଗ ମିଳିବ ।: [1178, 206, 1496, 247]
- footer-bbsr-list: :- Ashok Nagar - 0674-2539502, Badagada - 9437941222, Bapuji Nagar (Near Post Office) - 09853320727, Bapuji Nagar (Near Venus Inn) - 9437229325, Bapuji Nagar (Near Sishubhawan Chhak) - 9437136979, Baramunda - 8018251909, Bhimtangi - 9937064680, BJB Nagar - 9437030835, Brahmeswar Patna - 9937338030, CRP Chhak - 9338301743, Gajapati Nagar - 8908375322, Gouri Nagar - 9937071176, Hanspal - 9777927622, IRC Village (N-1) - 9437211887, IRC Village (N-5) - 9937071279, Jayadev Vihar - 9337111752, Jayadev Vihar - 9337180581, Jharpada - 9933787570, Khandagiri - 9861402810, Kharavela Nagar - 9437162513, Laxmisagar - 9439339595, Lewis Road - 9937071337, Madhusudan Nagar - 0674-2394630, Mahatab Road - 9861413647, Master Canteen - 9861033004, Mausima Square - 9778877018, Nayapalli - 9337919275, Old Bus Stand - 9853121114, Old Town - 9556066749, Pahala - 9938272187, Palasuni - 9337883640, Patia - 9438303735, Ravi Talkies Square - 9937124748, Saheed Nagar - 9437101739, Sailashree Vihar - 9337336614, Samantarapur - 9861095703, Satya Nagar - 9040101220, Station Square - 9776624485, Tamando - 9437621987, Unit-3, Janpath - 0674-2534328, Unit-8 - 8093497617, Unit-4 - 9861140780, Vivekananda Marg - 9778051496, VSS Nagar - 9437278095.: [6, 2147, 1464, 2263]
- p3-photo: [401, 1467, 531, 1607]
- ad-text: ଜ୍ୟୋତିଷ ଶାସ୍ତ୍ରରେ ନିପୁଣ ଏବଂ ଆପଣଙ୍କ ଭାଗ୍ୟ ଓ ଜୀବନର ସମସ୍ୟା ଦୂର କରିବା ପାଇଁ ଯୋଗାଯୋଗ କରନ୍ତୁ । 09571415942.: [378, 300, 548, 355]
- car-icon: [14, 367, 164, 417]
- wish-2-name: ସାର କୌସ୍ତୁଭ (ଗାଭୁଲୁ): [596, 385, 710, 399]
- zodiac-name: ମକର: [1178, 798, 1203, 811]
- loan-banner: [378, 382, 556, 532]
- column-1: [4, 340, 180, 2135]
- panchang: ଆଜି ଶ୍ରୀ ଜଗନ୍ନାଥ ପଞ୍ଚାଙ୍ଗ ଅନୁସାରେ ଗୁରୁବାର, ବୈଶାଖ କୃଷ୍ଣ ଦଶମୀ ତିଥି, ସୂର୍ଯ୍ୟୋଦୟ ୫ ଘ ୨୦ ମି, ସୂର୍ଯ୍ୟାସ୍ତ ୬ ଘ ୦୨ ମି । ଅମୃତ ବେଳା ଦିନ ୮।୪୫ ରୁ ୧୦।୨୮ ଯାଏଁ । ମାହେନ୍ଦ୍ର ଯୋଗ ରାତି ୭।୩୦ ରୁ ୯।୪୫ ଯାଏଁ । ଘ୍ରିତାହାର ଭୋଗ ।: [1134, 1020, 1496, 1125]
- ad-text: 2BHK 8500/- for small family near Vivekananda Hospital. 9437143866.: [190, 612, 349, 653]
- form-field-address[interactable]: ଠିକଣା......................: [11, 103, 115, 116]
- zodiac-entry: [1134, 206, 1496, 276]
- zodiac-name: କନ୍ୟା: [1178, 502, 1206, 515]
- ad-code: D-16909: [331, 1599, 366, 1608]
- zodiac-sign-icon: ♒: [1134, 872, 1172, 910]
- p1-text: ଜନ୍ମ: ୩।୫।୧୯୮୮ ସ୍ୱର୍ଗାରୋହଣ: ୨୦।୪।୨୦୦୮ ଶୋକସନ୍ତପ୍ତ: ବାପା, ମା, ଭାଇ, ଭଉଣୀ ଓ ସମସ୍ତ ପରିବାର ବର୍ଗ: [386, 1369, 546, 1406]
- classified-ad: [4, 1763, 180, 1833]
- ad-text: Looking for entrepreneur with 19 years NASDAQ Listed, 190 countries dealing with herbal and Panted Biotech equipment. US dollar income. Contact: 9337154666, 9238334143.: [190, 1813, 364, 1896]
- p3-text: ସ୍ୱର୍ଗାରୋହଣ: ୧୨।୪।୨୦୧୪ ତୁମର ଅଭାବ ଆମେ ସର୍ବଦା ଅନୁଭବ କରୁଛୁ । ଶୋକସନ୍ତପ୍ତ: ପୁଅ, ବୋହୂ, ଝିଅ ଓ ନାତିନାତୁଣୀ: [386, 1627, 546, 1677]
- classified-ad: [4, 778, 180, 834]
- ad-code: D-15715: [331, 656, 366, 665]
- form-field-name[interactable]: ନାମ....................: [11, 83, 99, 96]
- ad-text: ଦେଶରେ ୫୫ଦିନ ମଧ୍ୟରେ ନୋଟାରାଲରେ ବିନା ମାଷ୍ଟରେ ସମ୍ପର୍କରେ ଓ ଏବଂ ବ୍ୟବସାୟିକ ଋଣ ପାଇଁ ଯୋଗାଯୋଗ କରନ୍ତୁ । 9668568259.: [378, 834, 548, 889]
- remembrance-col-left: [378, 1192, 554, 1970]
- teachers-headline: ଅଧ୍ୟାପକଙ୍କ ଦକ୍ଷତା ମାପିବେ ଛାତ୍ରଛାତ୍ରୀ: [752, 1171, 1074, 1240]
- ad-code: D-15716: [331, 1016, 366, 1025]
- footer-bbsr-tag: BBSR: [390, 2147, 434, 2161]
- zodiac-text-block: ମେଷ: ଆଜି ଆପଣଙ୍କ ପାଇଁ ଶୁଭ ଦିନ । ପରିବାରରେ ଖୁସିର ବାତାବରଣ ରହିବ । କର୍ମକ୍ଷେତ୍ରରେ ସଫଳତା ମିଳିବ । ଆର୍ଥିକ ସ୍ଥିତି ସୁଦୃଢ଼ ହେବ । ସ୍ୱାସ୍ଥ୍ୟ ପ୍ରତି ଧ୍ୟାନ ଦିଅନ୍ତୁ । ଯାତ୍ରା ଲାଭଦାୟକ ହେବ ।: [1178, 132, 1496, 173]
- remembrance-header: [378, 1128, 740, 1186]
- missing-photo: [763, 66, 913, 206]
- zodiac-text-block: କର୍କଟ: ଆଜି ଆପଣଙ୍କ ମନୋବଳ ଦୃଢ଼ ରହିବ । ନୂଆ କାମ ଆରମ୍ଭ ପାଇଁ ଶୁଭ ସମୟ । ସମ୍ପତ୍ତି ସମ୍ବନ୍ଧୀୟ ସମସ୍ୟାର ସମାଧାନ ହେବ । ପରିବାରରେ ମାଙ୍ଗଳିକ କାର୍ଯ୍ୟ ହୋଇପାରେ ।: [1178, 354, 1496, 395]
- zodiac-prediction: କର୍ମକ୍ଷେତ୍ରରେ ନୂଆ ଦାୟିତ୍ୱ ମିଳିପାରେ । ବ୍ୟବସାୟରେ ଲାଭ ହେବ । ପରିବାର ସହ ସମୟ ବିତାଇବେ । ଆଜି ଦେଣନେଣରେ ସତର୍କ ରୁହନ୍ତୁ । ବନ୍ଧୁମାନଙ୍କ ସହଯୋଗ ମିଳିବ ।: [1178, 206, 1496, 247]
- zodiac-entry: [1134, 428, 1496, 498]
- zodiac-prediction: ଆଜି ପରିଶ୍ରମର ଫଳ ମିଳିବ । ଚାକିରି କ୍ଷେତ୍ରରେ ଅନୁକୂଳ ପରିସ୍ଥିତି ରହିବ । ପରିବାରର ଆବଶ୍ୟକତା ପୂରଣ ହେବ । ଯାନବାହନ ଚଳାଇବାରେ ସତର୍କ ରୁହନ୍ତୁ ।: [1178, 650, 1496, 691]
- zodiac-entry: [1134, 650, 1496, 720]
